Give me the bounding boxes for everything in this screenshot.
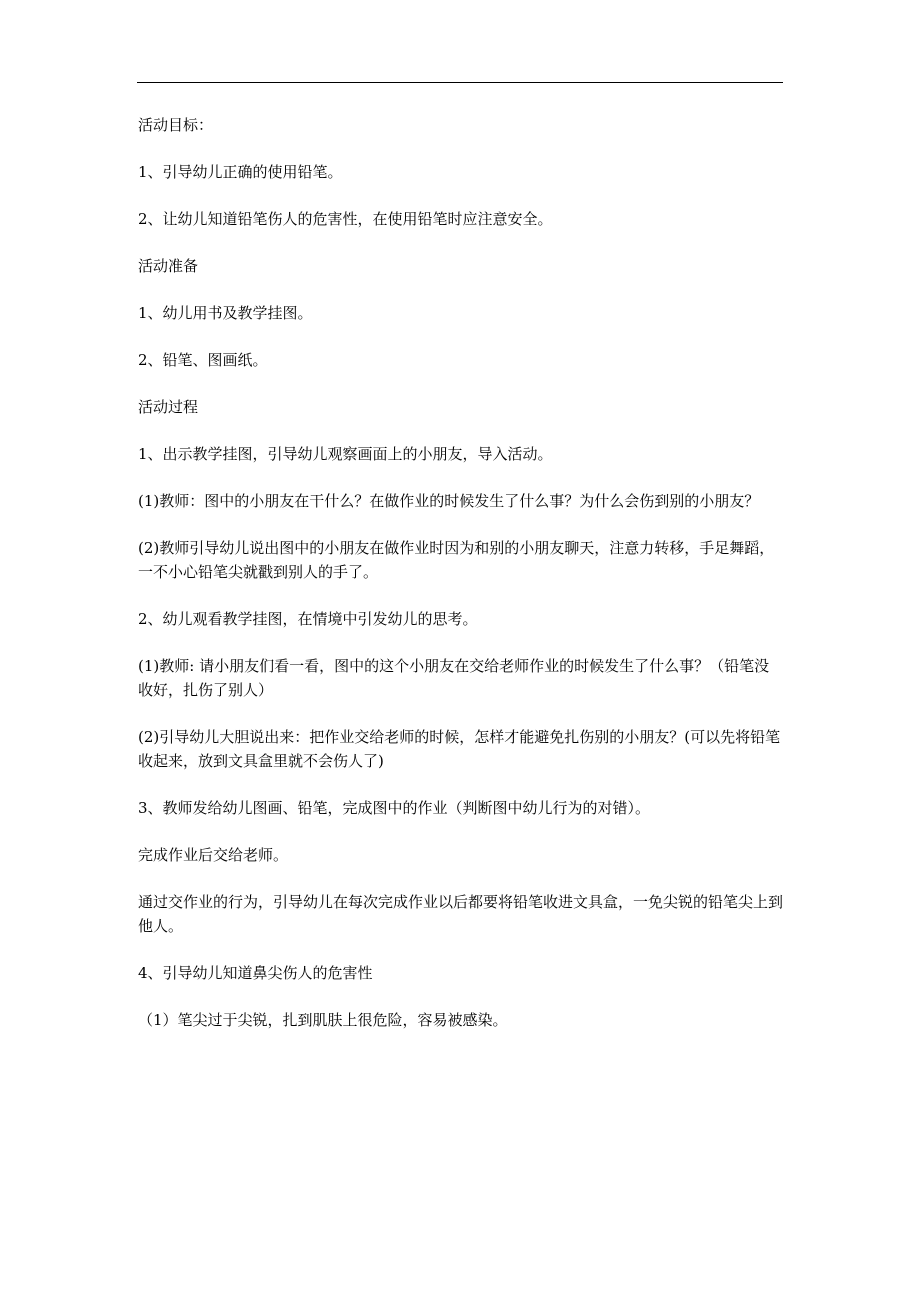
- paragraph: 1、出示教学挂图，引导幼儿观察画面上的小朋友，导入活动。: [138, 445, 553, 463]
- paragraph: (1)教师: 请小朋友们看一看，图中的这个小朋友在交给老师作业的时候发生了什么事？（铅笔没收好，扎伤了别人）: [138, 657, 770, 699]
- heading-preparation: 活动准备: [138, 257, 199, 275]
- header-rule: [137, 82, 783, 83]
- document-body: [138, 113, 783, 1032]
- heading-objectives: 活动目标：: [138, 116, 214, 134]
- paragraph: 2、幼儿观看教学挂图，在情境中引发幼儿的思考。: [138, 610, 478, 628]
- paragraph: 通过交作业的行为，引导幼儿在每次完成作业以后都要将铅笔收进文具盒，一免尖锐的铅笔尖上到他人。: [138, 893, 784, 935]
- paragraph: 3、教师发给幼儿图画、铅笔，完成图中的作业（判断图中幼儿行为的对错）。: [138, 799, 651, 817]
- paragraph: 1、幼儿用书及教学挂图。: [138, 304, 313, 322]
- paragraph: 完成作业后交给老师。: [138, 846, 289, 864]
- paragraph: 1、引导幼儿正确的使用铅笔。: [138, 163, 343, 181]
- paragraph: (2)引导幼儿大胆说出来：把作业交给老师的时候，怎样才能避免扎伤别的小朋友？(可以先将铅笔收起来，放到文具盒里就不会伤人了): [138, 728, 781, 770]
- paragraph: 2、让幼儿知道铅笔伤人的危害性，在使用铅笔时应注意安全。: [138, 210, 553, 228]
- paragraph: (2)教师引导幼儿说出图中的小朋友在做作业时因为和别的小朋友聊天，注意力转移，手足舞蹈，一不小心铅笔尖就戳到别人的手了。: [138, 539, 775, 581]
- paragraph: 4、引导幼儿知道鼻尖伤人的危害性: [138, 964, 373, 982]
- paragraph: (1)教师：图中的小朋友在干什么？在做作业的时候发生了什么事？为什么会伤到别的小朋友？: [138, 492, 760, 510]
- paragraph: 2、铅笔、图画纸。: [138, 351, 268, 369]
- heading-process: 活动过程: [138, 398, 199, 416]
- paragraph: （1）笔尖过于尖锐，扎到肌肤上很危险，容易被感染。: [138, 1011, 508, 1029]
